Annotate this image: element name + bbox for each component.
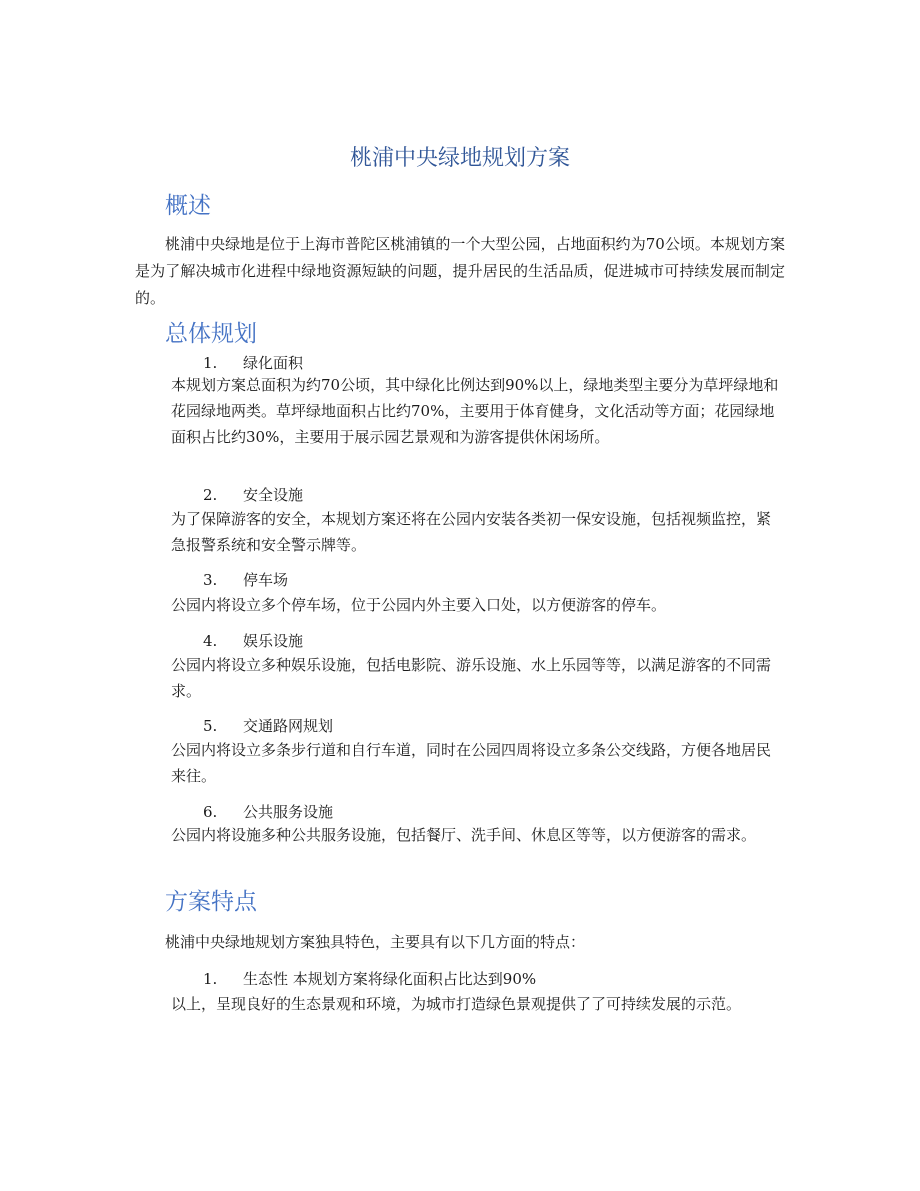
list-item-heading — [203, 967, 536, 991]
list-item-number: 1. — [203, 970, 218, 988]
list-item-label: 生态性 本规划方案将绿化面积占比达到90% — [243, 970, 537, 988]
list-item-body: 为了保障游客的安全，本规划方案还将在公园内安装各类初一保安设施，包括视频监控，紧急报警系统和安全警示牌等。 — [171, 510, 772, 554]
list-item-body: 公园内将设立多种娱乐设施，包括电影院、游乐设施、水上乐园等等，以满足游客的不同需求。 — [171, 656, 772, 700]
list-item-body: 公园内将设施多种公共服务设施，包括餐厅、洗手间、休息区等等，以方便游客的需求。 — [171, 826, 757, 844]
section-heading-features: 方案特点 — [165, 889, 257, 915]
list-item-body: 公园内将设立多个停车场，位于公园内外主要入口处，以方便游客的停车。 — [171, 596, 667, 614]
list-item-label: 交通路网规划 — [243, 717, 334, 735]
list-item-label: 安全设施 — [243, 486, 304, 504]
list-item-number: 2. — [203, 486, 218, 504]
section-heading-overview: 概述 — [165, 193, 211, 219]
list-item-body: 公园内将设立多条步行道和自行车道，同时在公园四周将设立多条公交线路，方便各地居民来往。 — [171, 741, 772, 785]
list-item-label: 绿化面积 — [243, 354, 304, 372]
list-item-number: 6. — [203, 803, 218, 821]
list-item-label: 停车场 — [243, 571, 289, 589]
list-item-number: 5. — [203, 717, 218, 735]
list-item-body: 以上，呈现良好的生态景观和环境，为城市打造绿色景观提供了了可持续发展的示范。 — [171, 995, 742, 1013]
list-item-heading — [203, 714, 333, 738]
list-item-number: 4. — [203, 632, 218, 650]
document-title: 桃浦中央绿地规划方案 — [349, 146, 570, 171]
overview-paragraph: 桃浦中央绿地是位于上海市普陀区桃浦镇的一个大型公园，占地面积约为70公顷。本规划方案是为了解决城市化进程中绿地资源短缺的问题，提升居民的生活品质，促进城市可持续发展而制定的。 — [135, 235, 785, 307]
list-item-label: 娱乐设施 — [243, 632, 304, 650]
list-item-number: 3. — [203, 571, 218, 589]
list-item-heading — [203, 629, 303, 653]
list-item-number: 1. — [203, 354, 218, 372]
list-item-heading — [203, 483, 303, 507]
section-heading-overall-plan: 总体规划 — [165, 321, 257, 347]
list-item-body: 本规划方案总面积为约70公顷，其中绿化比例达到90%以上，绿地类型主要分为草坪绿地和花园绿地两类。草坪绿地面积占比约70%，主要用于体育健身，文化活动等方面；花园绿地面积占比约30%，主要用于展示园艺景观和为游客提供休闲场所。 — [171, 376, 779, 446]
features-intro: 桃浦中央绿地规划方案独具特色，主要具有以下几方面的特点： — [165, 933, 586, 951]
list-item-heading — [203, 568, 288, 592]
list-item-label: 公共服务设施 — [243, 803, 334, 821]
list-item-heading — [203, 800, 333, 824]
